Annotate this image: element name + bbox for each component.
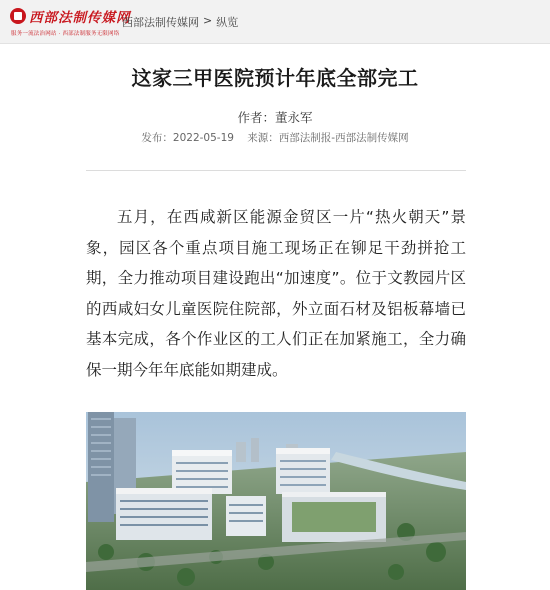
divider	[86, 170, 466, 171]
article-meta	[0, 130, 550, 145]
emblem-icon	[10, 8, 26, 24]
logo-text: 西部法制传媒网	[29, 10, 131, 26]
hospital-rendering-image	[86, 412, 466, 590]
breadcrumb-separator: >	[203, 14, 213, 27]
article-author: 作者：董永军	[237, 110, 313, 125]
article-source: 来源：西部法制报-西部法制传媒网	[247, 132, 409, 144]
breadcrumb-section-link[interactable]: 纵览	[216, 16, 239, 29]
breadcrumb-home-link[interactable]: 西部法制传媒网	[122, 16, 199, 29]
logo-mark	[10, 5, 131, 27]
publish-date: 发布：2022-05-19	[141, 132, 234, 144]
site-logo[interactable]	[10, 5, 131, 39]
article-paragraph: 五月，在西咸新区能源金贸区一片“热火朝天”景象，园区各个重点项目施工现场正在铆足干劲拼抢工期，全力推动项目建设跑出“加速度”。位于文教园片区的西咸妇女儿童医院住院部，外立面石材及铝板幕墙已基本完成，各个作业区的工人们正在加紧施工，全力确保一期今年年底能如期建成。	[86, 208, 466, 379]
article-title: 这家三甲医院预计年底全部完工	[131, 66, 419, 90]
site-header	[0, 0, 550, 44]
logo-slogan: 服务一流法治网站 · 西部法制服务无限网络	[11, 31, 120, 37]
breadcrumb	[122, 14, 238, 30]
